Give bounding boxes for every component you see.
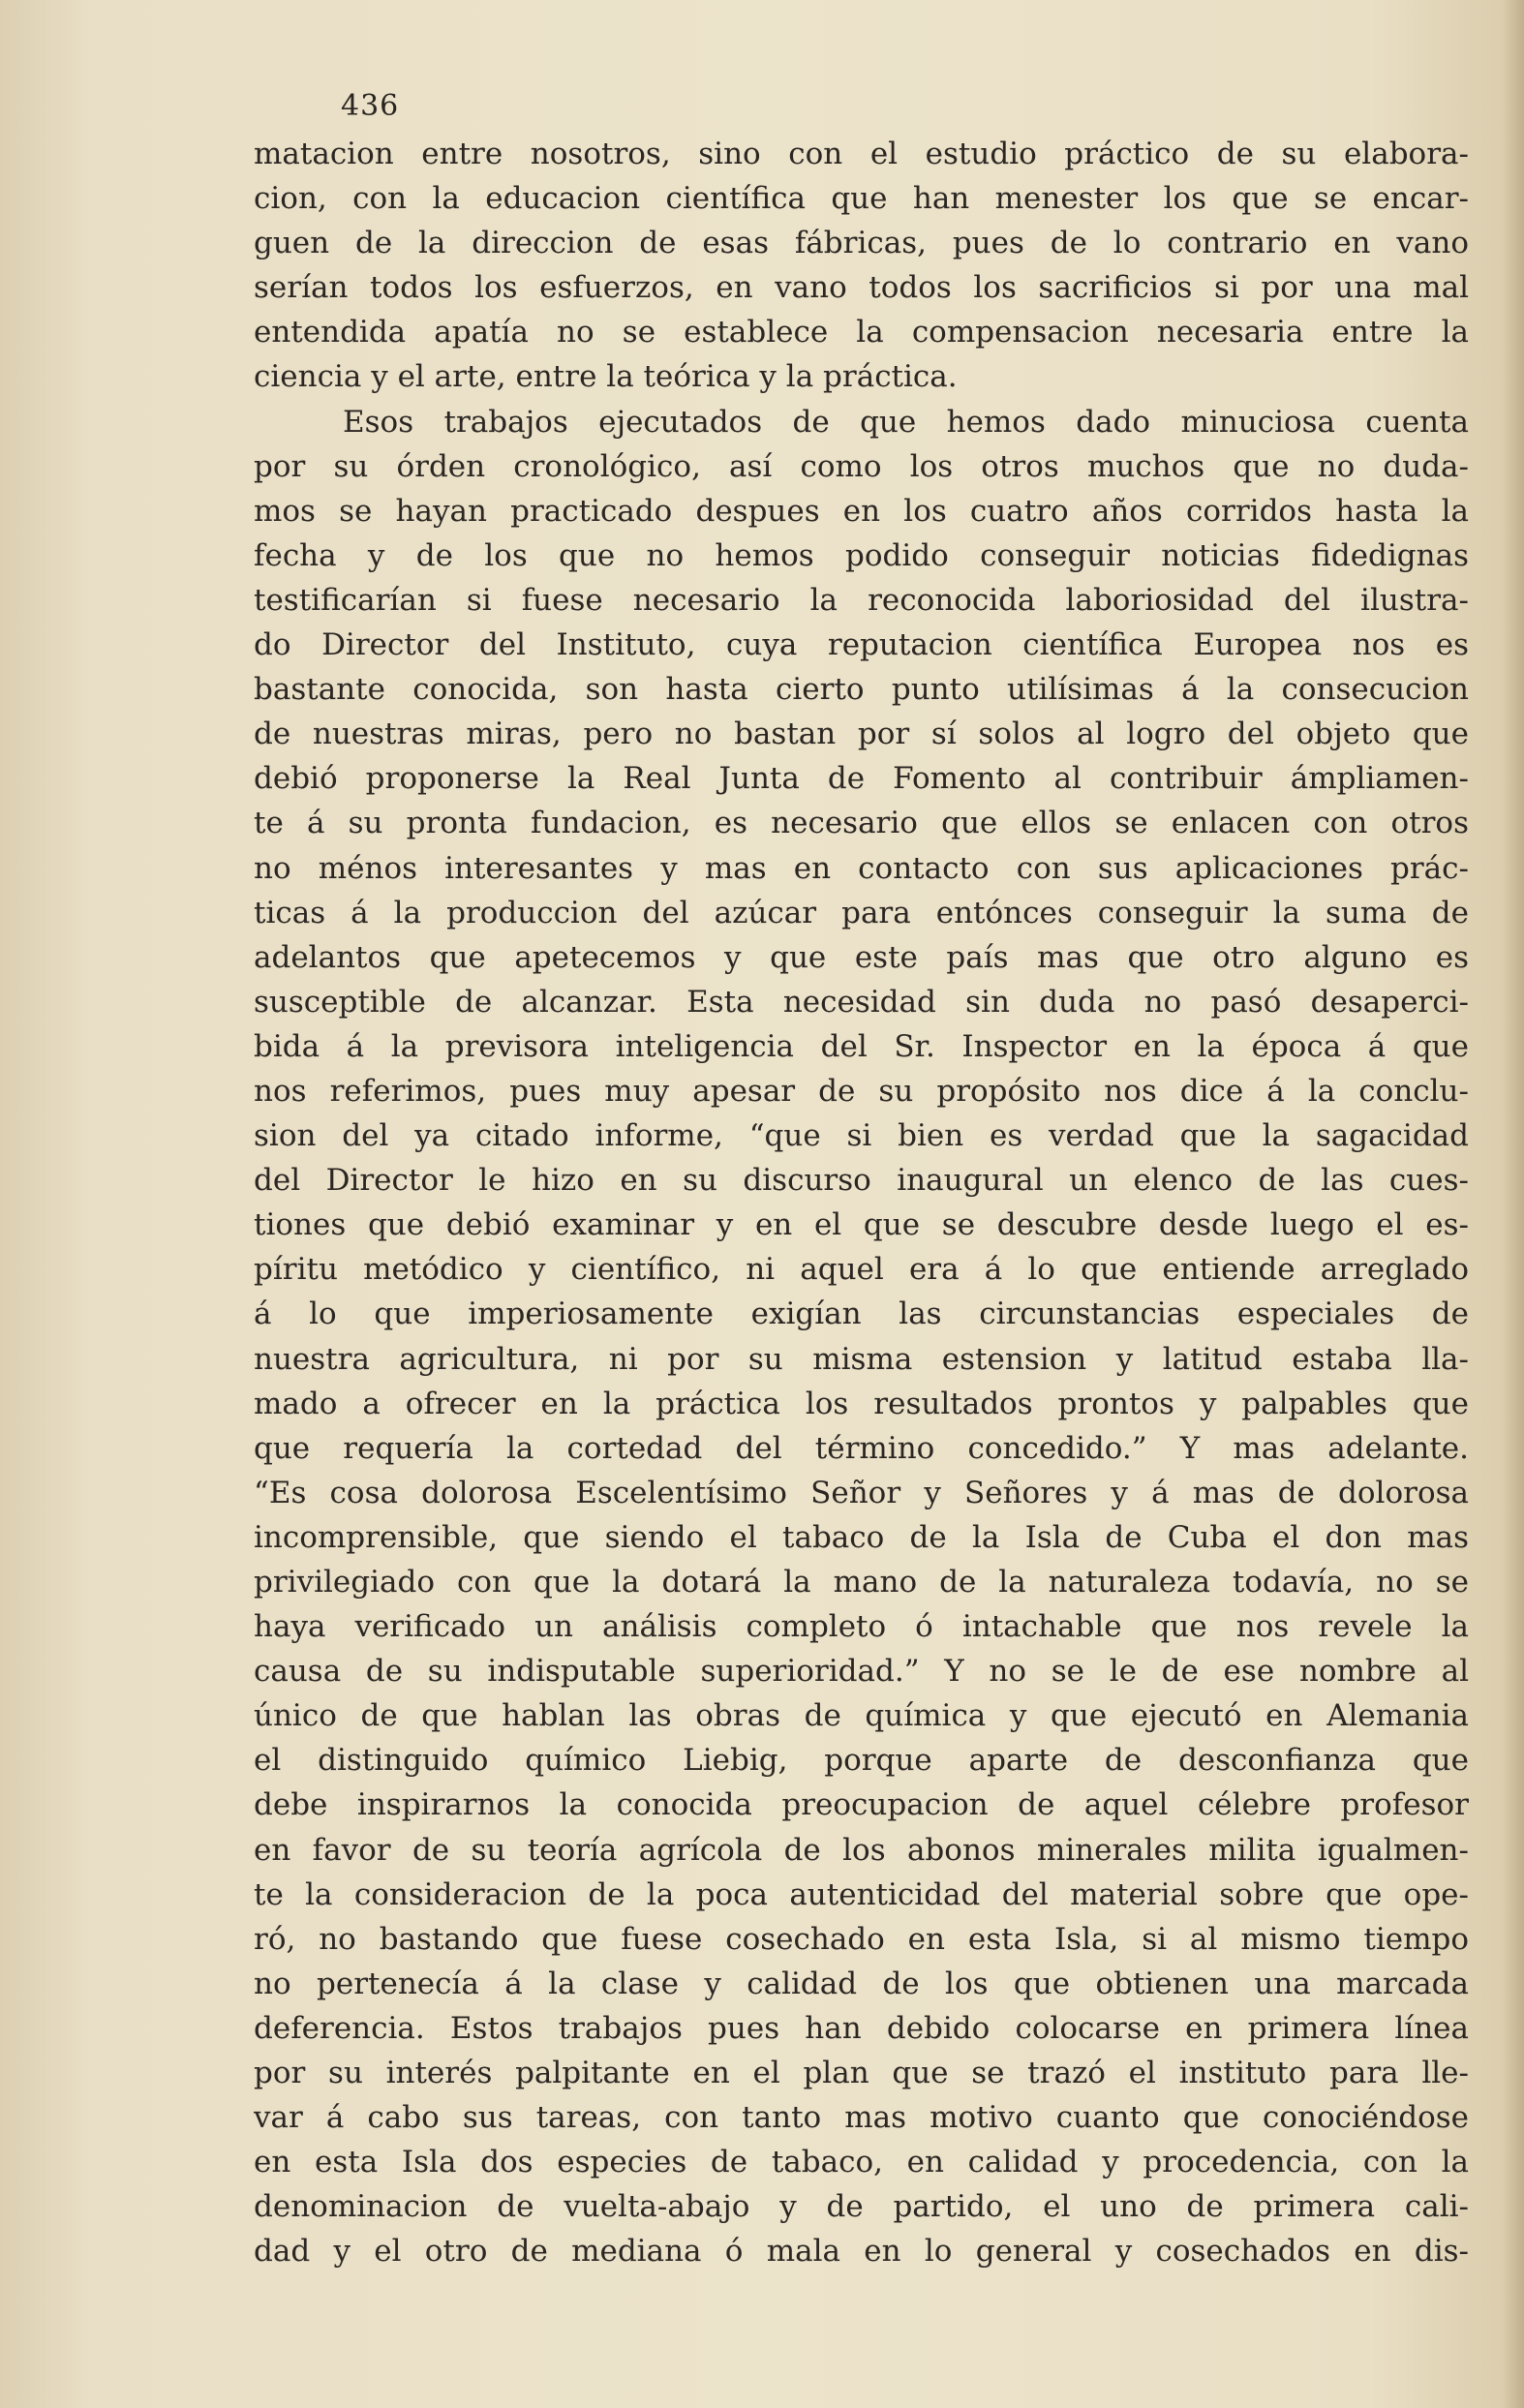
text-line: cion, con la educacion científica que han menester los que se encar- — [254, 181, 1469, 217]
text-line: en esta Isla dos especies de tabaco, en calidad y procedencia, con la — [254, 2145, 1469, 2180]
text-line: bida á la previsora inteligencia del Sr. Inspector en la época á que — [254, 1028, 1469, 1064]
text-line: por su interés palpitante en el plan que se trazó el instituto para lle- — [254, 2056, 1469, 2091]
text-line: te á su pronta fundacion, es necesario que ellos se enlacen con otros — [254, 806, 1469, 841]
text-line: bastante conocida, son hasta cierto punto utilísimas á la consecucion — [254, 672, 1469, 708]
text-line: privilegiado con que la dotará la mano de la naturaleza todavía, no se — [254, 1565, 1469, 1600]
text-line: nuestra agricultura, ni por su misma estension y latitud estaba lla- — [254, 1341, 1469, 1377]
text-line: incomprensible, que siendo el tabaco de la Isla de Cuba el don mas — [254, 1519, 1469, 1555]
text-line: serían todos los esfuerzos, en vano todos los sacrificios si por una mal — [254, 270, 1469, 306]
text-line: denominacion de vuelta-abajo y de partido, el uno de primera cali- — [254, 2189, 1469, 2225]
text-line: do Director del Instituto, cuya reputacion científica Europea nos es — [254, 627, 1469, 663]
text-line: matacion entre nosotros, sino con el estudio práctico de su elabora- — [254, 137, 1469, 171]
body-text — [254, 132, 1469, 2274]
text-line: de nuestras miras, pero no bastan por sí solos al logro del objeto que — [254, 716, 1469, 752]
text-line: ró, no bastando que fuese cosechado en esta Isla, si al mismo tiempo — [254, 1921, 1469, 1957]
text-line: adelantos que apetecemos y que este país mas que otro alguno es — [254, 939, 1469, 975]
text-line: causa de su indisputable superioridad.” Y no se le de ese nombre al — [254, 1654, 1469, 1690]
text-line: mado a ofrecer en la práctica los resultados prontos y palpables que — [254, 1386, 1469, 1421]
text-line: no pertenecía á la clase y calidad de los que obtienen una marcada — [254, 1966, 1469, 2001]
text-line: por su órden cronológico, así como los otros muchos que no duda- — [254, 448, 1469, 484]
page-edge-shadow — [1503, 0, 1524, 2408]
text-line: Esos trabajos ejecutados de que hemos dado minuciosa cuenta — [343, 404, 1469, 440]
text-line: te la consideracion de la poca autenticidad del material sobre que ope- — [254, 1876, 1469, 1912]
text-line: fecha y de los que no hemos podido conseguir noticias fidedignas — [254, 537, 1469, 573]
text-line: debió proponerse la Real Junta de Fomento al contribuir ámpliamen- — [254, 761, 1469, 797]
text-line: no ménos interesantes y mas en contacto con sus aplicaciones prác- — [254, 850, 1469, 886]
text-line: var á cabo sus tareas, con tanto mas motivo cuanto que conociéndose — [254, 2100, 1469, 2136]
text-line: que requería la cortedad del término concedido.” Y mas adelante. — [254, 1430, 1469, 1466]
text-line: dad y el otro de mediana ó mala en lo general y cosechados en dis- — [254, 2234, 1469, 2270]
text-line: susceptible de alcanzar. Esta necesidad sin duda no pasó desaperci- — [254, 984, 1469, 1020]
text-line: mos se hayan practicado despues en los cuatro años corridos hasta la — [254, 493, 1469, 529]
text-line: entendida apatía no se establece la compensacion necesaria entre la — [254, 315, 1469, 351]
text-line: ciencia y el arte, entre la teórica y la práctica. — [254, 359, 958, 395]
text-line: deferencia. Estos trabajos pues han debido colocarse en primera línea — [254, 2010, 1469, 2046]
text-line: sion del ya citado informe, “que si bien es verdad que la sagacidad — [254, 1118, 1469, 1154]
text-line: haya verificado un análisis completo ó intachable que nos revele la — [254, 1609, 1469, 1645]
text-line: á lo que imperiosamente exigían las circunstancias especiales de — [254, 1296, 1469, 1332]
text-line: del Director le hizo en su discurso inaugural un elenco de las cues- — [254, 1163, 1469, 1199]
text-line: el distinguido químico Liebig, porque aparte de desconfianza que — [254, 1743, 1469, 1779]
text-line: ticas á la produccion del azúcar para entónces conseguir la suma de — [254, 895, 1469, 930]
text-line: testificarían si fuese necesario la reconocida laboriosidad del ilustra- — [254, 582, 1469, 618]
text-line: guen de la direccion de esas fábricas, pues de lo contrario en vano — [254, 226, 1469, 261]
text-line: nos referimos, pues muy apesar de su propósito nos dice á la conclu- — [254, 1073, 1469, 1109]
text-line: tiones que debió examinar y en el que se descubre desde luego el es- — [254, 1207, 1469, 1243]
text-line: “Es cosa dolorosa Escelentísimo Señor y Señores y á mas de dolorosa — [254, 1475, 1469, 1510]
text-line: píritu metódico y científico, ni aquel era á lo que entiende arreglado — [254, 1252, 1469, 1288]
page-number: 436 — [341, 89, 400, 123]
text-line: único de que hablan las obras de química y que ejecutó en Alemania — [254, 1698, 1469, 1734]
text-line: debe inspirarnos la conocida preocupacion de aquel célebre profesor — [254, 1787, 1469, 1823]
text-line: en favor de su teoría agrícola de los abonos minerales milita igualmen- — [254, 1832, 1469, 1868]
